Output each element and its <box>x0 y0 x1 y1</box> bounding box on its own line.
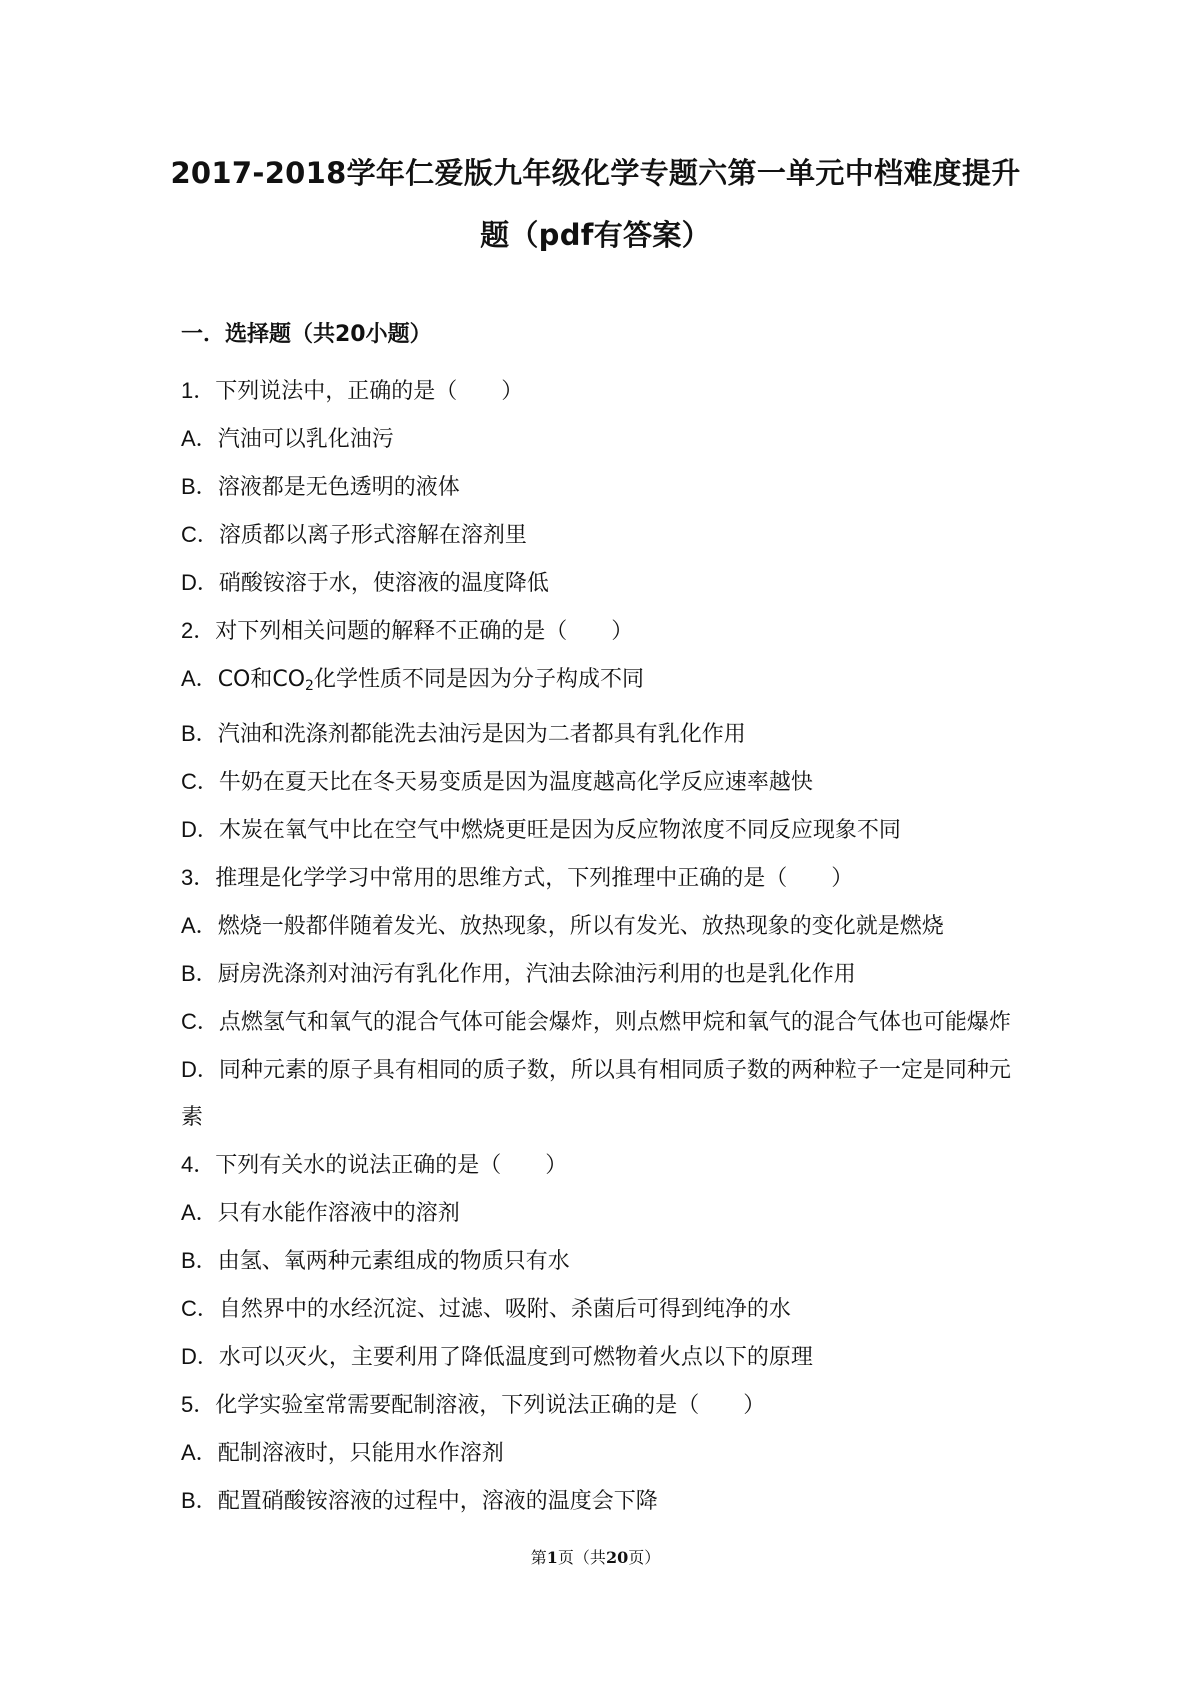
question-text: 对下列相关问题的解释不正确的是（ ） <box>215 619 634 644</box>
option-label: A． <box>181 1440 218 1465</box>
option-text-pre: CO和CO <box>217 667 306 692</box>
question-2-option-a <box>181 655 1021 710</box>
question-1-option-b <box>181 463 1021 511</box>
question-4-stem <box>181 1141 1021 1189</box>
option-label: A． <box>181 666 218 691</box>
footer-page-number: 1 <box>546 1548 558 1567</box>
footer-middle: 页（共 <box>557 1548 606 1567</box>
footer-total-pages: 20 <box>605 1548 629 1567</box>
question-2-option-b <box>181 710 1021 758</box>
option-text: 汽油可以乳化油污 <box>217 427 394 452</box>
title-line-1: 2017-2018学年仁爱版九年级化学专题六第一单元中档难度提升 <box>170 156 1021 190</box>
question-4-option-a <box>181 1189 1021 1237</box>
option-label: D． <box>181 1344 219 1369</box>
question-1-option-d <box>181 559 1021 607</box>
subscript: 2 <box>305 678 314 694</box>
option-label: B． <box>181 474 218 499</box>
option-text: 硝酸铵溶于水，使溶液的温度降低 <box>218 571 549 596</box>
option-label: B． <box>181 1248 218 1273</box>
question-3-option-a <box>181 902 1021 950</box>
question-1-option-a <box>181 415 1021 463</box>
option-label: B． <box>181 721 218 746</box>
option-text: 溶液都是无色透明的液体 <box>217 475 460 500</box>
question-3-option-c <box>181 998 1021 1046</box>
option-text: 木炭在氧气中比在空气中燃烧更旺是因为反应物浓度不同反应现象不同 <box>218 818 901 843</box>
option-text: 自然界中的水经沉淀、过滤、吸附、杀菌后可得到纯净的水 <box>218 1297 791 1322</box>
option-text: 同种元素的原子具有相同的质子数，所以具有相同质子数的两种粒子一定是同种元素 <box>181 1058 1011 1130</box>
option-label: A． <box>181 1200 218 1225</box>
question-2-option-d <box>181 806 1021 854</box>
option-text: 只有水能作溶液中的溶剂 <box>217 1201 460 1226</box>
question-text: 下列说法中，正确的是（ ） <box>215 379 524 404</box>
question-5-stem <box>181 1381 1021 1429</box>
footer-prefix: 第 <box>530 1548 547 1567</box>
question-number: 5． <box>181 1392 216 1417</box>
option-label: C． <box>181 769 219 794</box>
question-2-stem <box>181 607 1021 655</box>
option-label: D． <box>181 817 219 842</box>
question-5-option-b <box>181 1477 1021 1525</box>
option-label: C． <box>181 1009 219 1034</box>
option-label: D． <box>181 1057 219 1082</box>
question-list <box>181 367 1021 1525</box>
option-text: 配制溶液时，只能用水作溶剂 <box>217 1441 504 1466</box>
option-label: A． <box>181 426 218 451</box>
option-text: 水可以灭火，主要利用了降低温度到可燃物着火点以下的原理 <box>218 1345 813 1370</box>
question-1-stem <box>181 367 1021 415</box>
option-text: 溶质都以离子形式溶解在溶剂里 <box>218 523 527 548</box>
question-number: 2． <box>181 618 216 643</box>
option-label: D． <box>181 570 219 595</box>
option-text: 点燃氢气和氧气的混合气体可能会爆炸，则点燃甲烷和氧气的混合气体也可能爆炸 <box>218 1010 1011 1035</box>
option-text: 燃烧一般都伴随着发光、放热现象，所以有发光、放热现象的变化就是燃烧 <box>217 914 944 939</box>
page-footer <box>0 1546 1191 1570</box>
question-5-option-a <box>181 1429 1021 1477</box>
question-4-option-d <box>181 1333 1021 1381</box>
option-label: C． <box>181 1296 219 1321</box>
footer-suffix: 页） <box>628 1548 661 1567</box>
option-text: 牛奶在夏天比在冬天易变质是因为温度越高化学反应速率越快 <box>218 770 813 795</box>
document-title <box>120 142 1071 266</box>
option-text: 由氢、氧两种元素组成的物质只有水 <box>217 1249 570 1274</box>
title-line-2: 题（pdf有答案） <box>480 218 711 252</box>
option-text: 配置硝酸铵溶液的过程中，溶液的温度会下降 <box>217 1489 658 1514</box>
question-3-option-b <box>181 950 1021 998</box>
option-label: B． <box>181 961 218 986</box>
question-2-option-c <box>181 758 1021 806</box>
option-label: B． <box>181 1488 218 1513</box>
question-1-option-c <box>181 511 1021 559</box>
section-heading: 一．选择题（共20小题） <box>181 322 432 347</box>
option-text: 汽油和洗涤剂都能洗去油污是因为二者都具有乳化作用 <box>217 722 746 747</box>
question-number: 3． <box>181 865 216 890</box>
question-text: 化学实验室常需要配制溶液，下列说法正确的是（ ） <box>215 1393 766 1418</box>
question-4-option-c <box>181 1285 1021 1333</box>
question-3-stem <box>181 854 1021 902</box>
question-number: 1． <box>181 378 216 403</box>
question-text: 推理是化学学习中常用的思维方式，下列推理中正确的是（ ） <box>215 866 854 891</box>
option-label: A． <box>181 913 218 938</box>
question-text: 下列有关水的说法正确的是（ ） <box>215 1153 568 1178</box>
option-label: C． <box>181 522 219 547</box>
question-3-option-d <box>181 1046 1021 1141</box>
option-text-post: 化学性质不同是因为分子构成不同 <box>313 667 644 692</box>
question-4-option-b <box>181 1237 1021 1285</box>
question-number: 4． <box>181 1152 216 1177</box>
option-text: 厨房洗涤剂对油污有乳化作用，汽油去除油污利用的也是乳化作用 <box>217 962 856 987</box>
